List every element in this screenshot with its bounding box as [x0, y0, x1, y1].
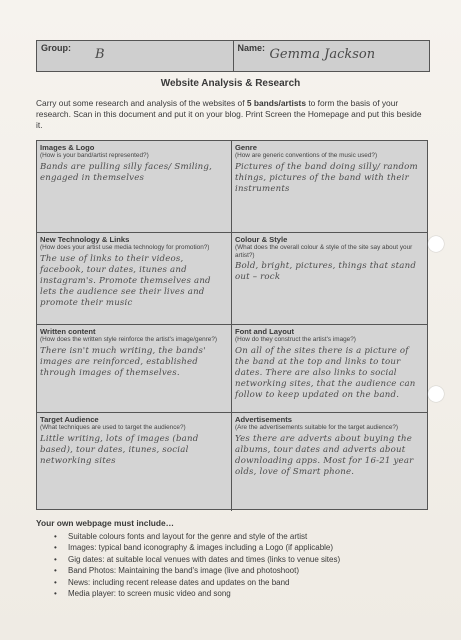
requirements-list [36, 531, 436, 599]
section-written-content [37, 325, 232, 413]
section-answer: Little writing, lots of images (band based), tour dates, itunes, social networking sites [40, 433, 199, 466]
section-answer: On all of the sites there is a picture of the band at the top and links to tour dates. There are also links to social networking sites, that the audience can follow to keep updated on the band. [235, 345, 416, 400]
section-colour-style [232, 233, 427, 325]
list-item: • Suitable colours fonts and layout for the genre and style of the artist [68, 531, 436, 542]
section-target-audience [37, 413, 232, 511]
section-title: Font and Layout [235, 327, 295, 336]
intro-bold: 5 bands/artists [246, 98, 306, 108]
list-item: • Band Photos: Maintaining the band's image (live and photoshoot) [68, 565, 436, 576]
section-title: Target Audience [40, 415, 99, 424]
section-subtitle: (How are generic conventions of the music used?) [235, 152, 378, 159]
name-cell [234, 41, 430, 71]
intro-paragraph [36, 98, 428, 131]
section-images-logo [37, 141, 232, 233]
group-value: B [95, 47, 105, 62]
punch-hole [428, 236, 444, 252]
section-title: Advertisements [235, 415, 292, 424]
section-answer: The use of links to their videos, facebook, tour dates, itunes and instagram's. Promote themselves and lets the audience see their lives and promote their music [40, 253, 211, 308]
list-item: • Images: typical band iconography & images including a Logo (if applicable) [68, 542, 436, 553]
section-title: Genre [235, 143, 257, 152]
section-genre [232, 141, 427, 233]
section-subtitle: (How does your artist use media technology for promotion?) [40, 244, 210, 251]
section-subtitle: (How do they construct the artist's image?) [235, 336, 356, 343]
section-subtitle: (How is your band/artist represented?) [40, 152, 149, 159]
section-subtitle: (Are the advertisements suitable for the target audience?) [235, 424, 399, 431]
intro-text-2: to form the basis of your research. Scan in this document and put it on your blog. Print Screen the Homepage and put this beside it. [36, 98, 422, 130]
list-item: • News: including recent release dates and updates on the band [68, 577, 436, 588]
section-answer: There isn't much writing, the bands' images are reinforced, established through images of themselves. [40, 345, 206, 378]
section-subtitle: (How does the written style reinforce the artist's image/genre?) [40, 336, 218, 343]
section-title: New Technology & Links [40, 235, 130, 244]
punch-hole [428, 386, 444, 402]
name-label: Name: [237, 43, 266, 53]
header-table [36, 40, 430, 72]
section-answer: Yes there are adverts about buying the albums, tour dates and adverts about downloading apps. Most for 16-21 year olds, love of Smart phone. [235, 433, 414, 477]
intro-text-1: Carry out some research and analysis of the websites of [36, 98, 247, 108]
must-include-heading: Your own webpage must include… [36, 518, 175, 528]
section-font-layout [232, 325, 427, 413]
section-answer: Bands are pulling silly faces/ Smiling, engaged in themselves [40, 161, 213, 183]
list-item: • Media player: to screen music video and song [68, 588, 436, 599]
section-new-technology [37, 233, 232, 325]
section-answer: Bold, bright, pictures, things that stand out – rock [235, 261, 417, 282]
section-title: Colour & Style [235, 235, 288, 244]
name-value: Gemma Jackson [269, 47, 376, 62]
section-answer: Pictures of the band doing silly/ random things, pictures of the band with their instruments [235, 161, 418, 194]
list-item: • Gig dates: at suitable local venues with dates and times (links to venue sites) [68, 554, 436, 565]
section-title: Images & Logo [40, 143, 95, 152]
section-title: Written content [40, 327, 96, 336]
analysis-grid [36, 140, 428, 510]
page-title: Website Analysis & Research [160, 78, 301, 89]
section-subtitle: (What techniques are used to target the audience?) [40, 424, 186, 431]
group-cell [37, 41, 234, 71]
section-advertisements [232, 413, 427, 511]
group-label: Group: [41, 43, 71, 53]
section-subtitle: (What does the overall colour & style of the site say about your artist?) [235, 244, 413, 259]
